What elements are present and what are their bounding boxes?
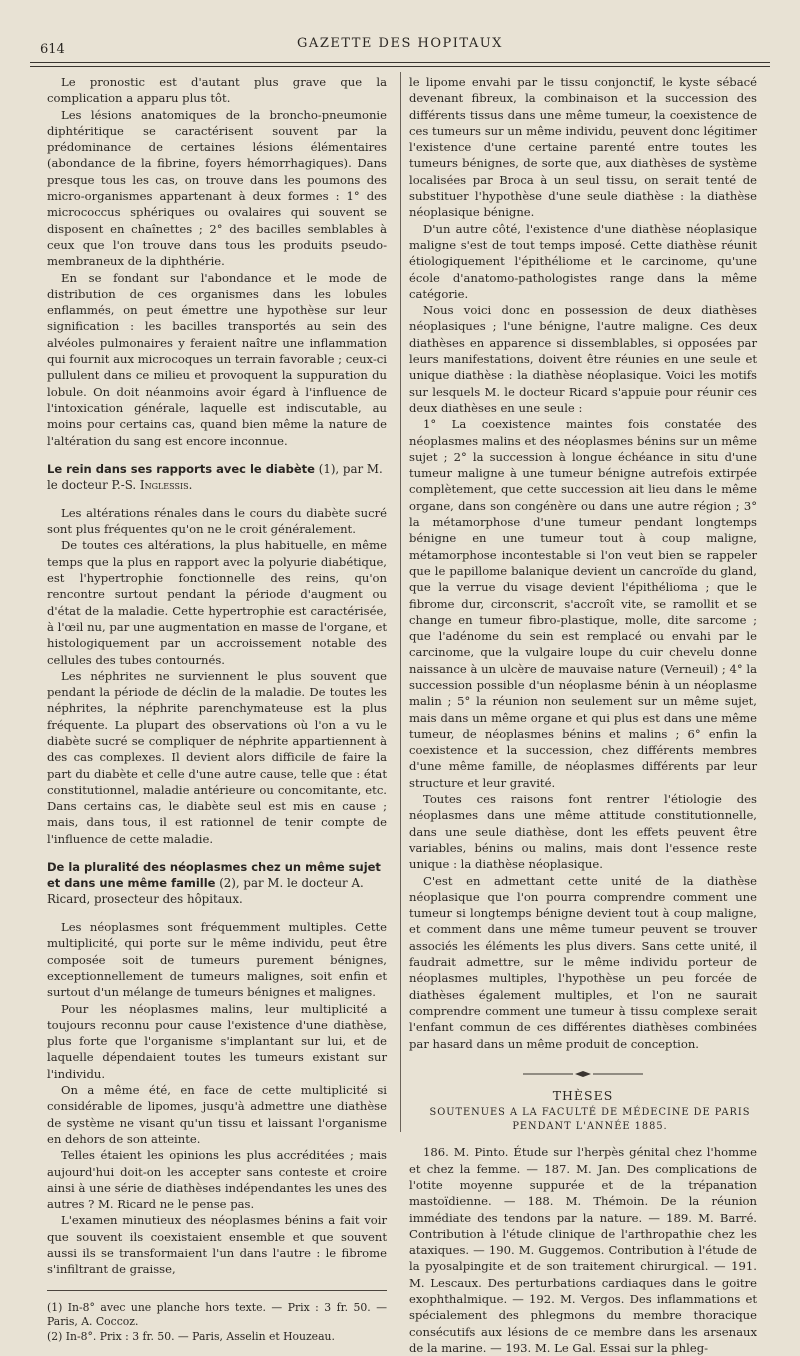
paragraph: Les lésions anatomiques de la broncho-pneumonie diphtéritique se caractérisent souvent par la prédominance de certaines lésions élémentaires (abondance de la fibrine, foyers hémorrhagiques). Dans presque tous les cas, on trouve dans les poumons des micro-organismes appartenant à deux formes : 1° des micrococcus sphériques ou ovalaires qui souvent se disposent en chaînettes ; 2° des bacilles semblables à ceux que l'on trouve dans tous les produits pseudo-membraneux de la diphthérie. xyxy=(47,107,387,269)
paragraph: Les néphrites ne surviennent le plus souvent que pendant la période de déclin de la maladie. De toutes les néphrites, la néphrite parenchymateuse est la plus fréquente. La plupart des observations où l'on a vu le diabète sucré se compliquer de néphrite appartiennent à des cas complexes. Il devient alors difficile de faire la part du diabète et celle d'une autre cause, telle que : état constitutionnel, maladie antérieure ou concomitante, etc. Dans certains cas, le diabète seul est mis en cause ; mais, dans tous, il est rationnel de tenir compte de l'influence de cette maladie. xyxy=(47,668,387,846)
header-rule xyxy=(30,62,770,63)
footnote: (1) In-8° avec une planche hors texte. — Prix : 3 fr. 50. — Paris, A. Coccoz. xyxy=(47,1300,387,1329)
section-subtitle: SOUTENUES A LA FACULTÉ DE MÉDECINE DE PARIS xyxy=(429,1107,751,1119)
ornament-rule-icon xyxy=(523,1070,643,1078)
paragraph: Pour les néoplasmes malins, leur multiplicité a toujours reconnu pour cause l'existence d'une diathèse, plus forte que l'organisme s'implantant sur lui, et de laquelle dépendaient toutes les tumeurs existant sur l'individu. xyxy=(47,1001,387,1081)
section-ornament xyxy=(409,1066,757,1082)
paragraph: Les néoplasmes sont fréquemment multiples. Cette multiplicité, qui porte sur le même individu, peut être composée soit de tumeurs purement bénignes, exceptionnellement de tumeurs malignes, soit enfin et surtout d'un mélange de tumeurs bénignes et malignes. xyxy=(47,920,387,1000)
header-rule-thin xyxy=(30,66,770,67)
paragraph: En se fondant sur l'abondance et le mode de distribution de ces organismes dans les lobules enflammés, on peut émettre une hypothèse sur leur signification : les bacilles transportés au sein des alvéoles pulmonaires y feraient naître une inflammation qui fournit aux microcoques un terrain favorable ; ceux-ci pullulent dans ce milieu et provoquent la suppuration du lobule. On doit néanmoins avoir égard à l'influence de l'intoxication générale, laquelle est indiscutable, au moins pour certains cas, quand bien même la nature de l'altération du sang est encore inconnue. xyxy=(47,270,387,448)
page-number: 614 xyxy=(40,42,65,57)
article-heading-byline: (2), par M. le docteur A. Ricard, prosecteur des hôpitaux. xyxy=(47,876,364,907)
paragraph: le lipome envahi par le tissu conjonctif, le kyste sébacé devenant fibreux, la combinaison et la succession des différents tissus dans une même tumeur, la coexistence de ces tumeurs sur un même individu, peuvent donc légitimer l'existence d'une certaine parenté entre toutes les tumeurs bénignes, de sorte que, aux diathèses de système localisées par Broca à un seul tissu, on serait tenté de substituer l'hypothèse d'une seule diathèse : la diathèse néoplasique bénigne. xyxy=(409,75,757,220)
right-column xyxy=(409,74,757,1356)
article-heading-title: Le rein dans ses rapports avec le diabète xyxy=(47,461,315,476)
paragraph: 186. M. Pinto. Étude sur l'herpès génital chez l'homme et chez la femme. — 187. M. Jan. Des complications de l'otite moyenne suppurée et de la trépanation mastoïdienne. — 188. M. Thémoin. De la réunion immédiate des tendons par la nature. — 189. M. Barré. Contribution à l'étude clinique de l'arthropathie chez les ataxiques. — 190. M. Guggemos. Contribution à l'étude de la pyosalpingite et de son traitement chirurgical. — 191. M. Lescaux. Des perturbations cardiaques dans le goitre exophthalmique. — 192. M. Vergos. Des inflammations et spécialement des phlegmons du membre thoracique consécutifs aux lésions de ce membre dans les arsenaux de la marine. — 193. M. Le Gal. Essai sur la phleg- xyxy=(409,1145,757,1355)
paragraph: De toutes ces altérations, la plus habituelle, en même temps que la plus en rapport avec la polyurie diabétique, est l'hypertrophie fonctionnelle des reins, qu'on rencontre surtout pendant la période d'augment ou d'état de la maladie. Cette hypertrophie est caractérisée, à l'œil nu, par une augmentation en masse de l'organe, et histologiquement par un accroissement notable des cellules des tubes contournés. xyxy=(47,538,387,667)
section-subtitle: PENDANT L'ANNÉE 1885. xyxy=(512,1121,668,1133)
paragraph: 1° La coexistence maintes fois constatée des néoplasmes malins et des néoplasmes bénins sur un même sujet ; 2° la succession à longue échéance in situ d'une tumeur maligne à une tumeur bénigne autrefois extirpée complètement, que cette succession ait lieu dans le même organe, dans son congénère ou dans une autre région ; 3° la métamorphose d'une tumeur pendant longtemps bénigne en une tumeur tout à coup maligne, métamorphose incontestable si l'on veut bien se rappeler que le papillome balanique devient un cancroïde du gland, que la verrue du visage devient l'épithélioma ; que le fibrome dur, circonscrit, s'accroît vite, se ramollit et se change en tumeur fibro-plastique, molle, dite sarcome ; que l'adénome du sein est remplacé ou envahi par le carcinome, que la vulgaire loupe du cuir chevelu donne naissance à un ulcère de mauvaise nature (Verneuil) ; 4° la succession possible d'un néoplasme bénin à un néoplasme malin ; 5° la réunion non seulement sur un même sujet, mais dans un même organe et qui plus est dans une même tumeur, de néoplasmes bénins et malins ; 6° enfin la coexistence et la succession, chez différents membres d'une même famille, de néoplasmes différents par leur structure et leur gravité. xyxy=(409,417,757,790)
article-heading-byline: (1), par M. le docteur P.-S. xyxy=(47,461,383,492)
column-separator xyxy=(400,72,401,1132)
paragraph: Le pronostic est d'autant plus grave que la complication a apparu plus tôt. xyxy=(47,75,387,106)
footnote: (2) In-8°. Prix : 3 fr. 50. — Paris, Asselin et Houzeau. xyxy=(47,1329,335,1343)
paragraph: D'un autre côté, l'existence d'une diathèse néoplasique maligne s'est de tout temps imposé. Cette diathèse réunit étiologiquement l'épithéliome et le carcinome, qu'une école d'anatomo-pathologistes range dans la même catégorie. xyxy=(409,221,757,301)
article-author: Inglessis. xyxy=(139,477,193,492)
paragraph: Telles étaient les opinions les plus accréditées ; mais aujourd'hui doit-on les accepter sans conteste et croire ainsi à une série de diathèses indépendantes les unes des autres ? M. Ricard ne le pense pas. xyxy=(47,1148,387,1212)
paragraph: C'est en admettant cette unité de la diathèse néoplasique que l'on pourra comprendre comment une tumeur si longtemps bénigne devient tout à coup maligne, et comment dans une même tumeur peuvent se trouver associés les éléments les plus divers. Sans cette unité, il faudrait admettre, sur le même individu porteur de néoplasmes multiples, l'hypothèse un peu forcée de diathèses également multiples, et l'on ne saurait comprendre comment une tumeur à tissu complexe serait l'enfant commun de ces différentes diathèses combinées par hasard dans un même produit de conception. xyxy=(409,873,757,1051)
section-title: THÈSES xyxy=(552,1088,614,1104)
page-header xyxy=(30,28,770,58)
article-heading xyxy=(47,461,387,493)
journal-title: GAZETTE DES HOPITAUX xyxy=(297,36,503,51)
article-heading-title: De la pluralité des néoplasmes chez un même sujet et dans une même famille xyxy=(47,860,381,891)
paragraph: On a même été, en face de cette multiplicité si considérable de lipomes, jusqu'à admettre une diathèse de système ne visant qu'un tissu et laissant l'organisme en dehors de son atteinte. xyxy=(47,1083,387,1146)
paragraph: Les altérations rénales dans le cours du diabète sucré sont plus fréquentes qu'on ne le croit généralement. xyxy=(47,505,387,537)
paragraph: L'examen minutieux des néoplasmes bénins a fait voir que souvent ils coexistaient ensemble et que souvent aussi ils se transformaient l'un dans l'autre : le fibrome s'infiltrant de graisse, xyxy=(47,1213,387,1277)
footnote-rule xyxy=(47,1290,387,1291)
article-heading xyxy=(47,859,387,907)
paragraph: Nous voici donc en possession de deux diathèses néoplasiques ; l'une bénigne, l'autre maligne. Ces deux diathèses en apparence si dissemblables, si opposées par leurs manifestations, doivent être réunies en une seule et unique diathèse : la diathèse néoplasique. Voici les motifs sur lesquels M. le docteur Ricard s'appuie pour réunir ces deux diathèses en une seule : xyxy=(409,303,757,415)
left-column xyxy=(47,74,387,1344)
paragraph: Toutes ces raisons font rentrer l'étiologie des néoplasmes dans une même attitude constitutionnelle, dans une seule diathèse, dont les effets peuvent être variables, bénins ou malins, mais dont l'essence reste unique : la diathèse néoplasique. xyxy=(409,792,757,872)
